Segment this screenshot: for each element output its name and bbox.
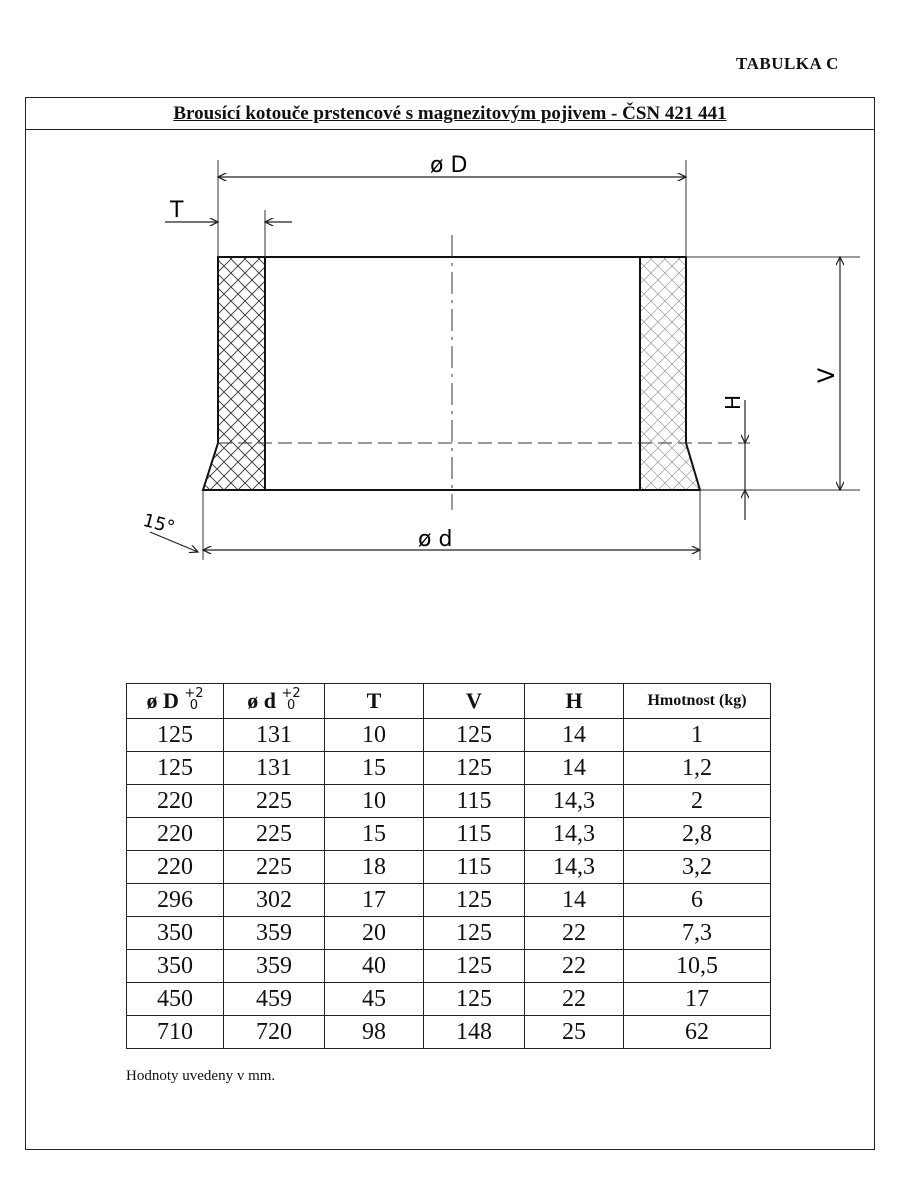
table-cell: 14,3 <box>525 785 624 818</box>
tolerance-inner-diameter: +2 0 <box>281 686 301 713</box>
table-cell: 125 <box>424 950 525 983</box>
table-cell: 302 <box>224 884 325 917</box>
table-cell: 98 <box>325 1016 424 1049</box>
header-outer-diameter: ø D +2 0 <box>127 684 224 719</box>
table-cell: 10 <box>325 785 424 818</box>
left-wall-section <box>203 257 265 490</box>
table-cell: 14 <box>525 884 624 917</box>
label-outer-diameter: ø D <box>430 153 468 178</box>
table-cell: 125 <box>127 719 224 752</box>
table-cell: 220 <box>127 785 224 818</box>
table-cell: 131 <box>224 752 325 785</box>
table-cell: 22 <box>525 983 624 1016</box>
table-cell: 25 <box>525 1016 624 1049</box>
table-cell: 710 <box>127 1016 224 1049</box>
table-cell: 15 <box>325 752 424 785</box>
table-cell: 125 <box>424 884 525 917</box>
table-cell: 10 <box>325 719 424 752</box>
table-cell: 125 <box>424 719 525 752</box>
table-cell: 22 <box>525 917 624 950</box>
table-cell: 296 <box>127 884 224 917</box>
table-cell: 45 <box>325 983 424 1016</box>
table-cell: 220 <box>127 818 224 851</box>
table-cell: 2 <box>624 785 771 818</box>
tolerance-outer-diameter: +2 0 <box>184 686 204 713</box>
table-cell: 20 <box>325 917 424 950</box>
header-chamfer-height: H <box>525 684 624 719</box>
label-chamfer-height: H <box>721 394 745 410</box>
table-cell: 131 <box>224 719 325 752</box>
table-row <box>127 785 771 818</box>
units-note: Hodnoty uvedeny v mm. <box>126 1068 276 1084</box>
table-cell: 720 <box>224 1016 325 1049</box>
table-cell: 359 <box>224 950 325 983</box>
table-label: TABULKA C <box>736 54 839 73</box>
header-mass: Hmotnost (kg) <box>624 684 771 719</box>
table-cell: 450 <box>127 983 224 1016</box>
table-cell: 115 <box>424 785 525 818</box>
table-cell: 6 <box>624 884 771 917</box>
table-cell: 1,2 <box>624 752 771 785</box>
table-cell: 17 <box>325 884 424 917</box>
table-row <box>127 950 771 983</box>
table-cell: 18 <box>325 851 424 884</box>
table-cell: 220 <box>127 851 224 884</box>
table-cell: 1 <box>624 719 771 752</box>
table-cell: 125 <box>424 752 525 785</box>
table-cell: 17 <box>624 983 771 1016</box>
table-cell: 14,3 <box>525 851 624 884</box>
table-cell: 115 <box>424 851 525 884</box>
header-thickness: T <box>325 684 424 719</box>
table-cell: 62 <box>624 1016 771 1049</box>
table-cell: 115 <box>424 818 525 851</box>
table-row <box>127 851 771 884</box>
table-cell: 3,2 <box>624 851 771 884</box>
table-cell: 125 <box>127 752 224 785</box>
table-row <box>127 884 771 917</box>
table-cell: 7,3 <box>624 917 771 950</box>
table-row <box>127 1016 771 1049</box>
header-inner-diameter: ø d +2 0 <box>224 684 325 719</box>
table-cell: 14 <box>525 719 624 752</box>
table-row <box>127 752 771 785</box>
table-cell: 350 <box>127 917 224 950</box>
table-row <box>127 818 771 851</box>
table-cell: 15 <box>325 818 424 851</box>
label-chamfer-angle: 15° <box>140 509 177 539</box>
table-cell: 359 <box>224 917 325 950</box>
table-row <box>127 917 771 950</box>
table-cell: 350 <box>127 950 224 983</box>
table-body <box>127 719 771 1049</box>
table-row <box>127 983 771 1016</box>
table-cell: 125 <box>424 917 525 950</box>
table-cell: 225 <box>224 818 325 851</box>
label-height: V <box>815 367 840 383</box>
label-thickness: T <box>170 198 184 223</box>
table-cell: 14 <box>525 752 624 785</box>
table-cell: 2,8 <box>624 818 771 851</box>
table-cell: 225 <box>224 851 325 884</box>
dimensions-table <box>126 683 771 1049</box>
label-inner-diameter: ø d <box>418 527 453 552</box>
table-header-row <box>127 684 771 719</box>
table-cell: 225 <box>224 785 325 818</box>
document-title: Brousící kotouče prstencové s magnezitovým pojivem - ČSN 421 441 <box>173 102 727 124</box>
table-cell: 14,3 <box>525 818 624 851</box>
table-cell: 148 <box>424 1016 525 1049</box>
table-cell: 125 <box>424 983 525 1016</box>
table-cell: 459 <box>224 983 325 1016</box>
table-row <box>127 719 771 752</box>
right-wall-section <box>640 257 700 490</box>
header-height: V <box>424 684 525 719</box>
table-cell: 22 <box>525 950 624 983</box>
table-cell: 10,5 <box>624 950 771 983</box>
table-cell: 40 <box>325 950 424 983</box>
